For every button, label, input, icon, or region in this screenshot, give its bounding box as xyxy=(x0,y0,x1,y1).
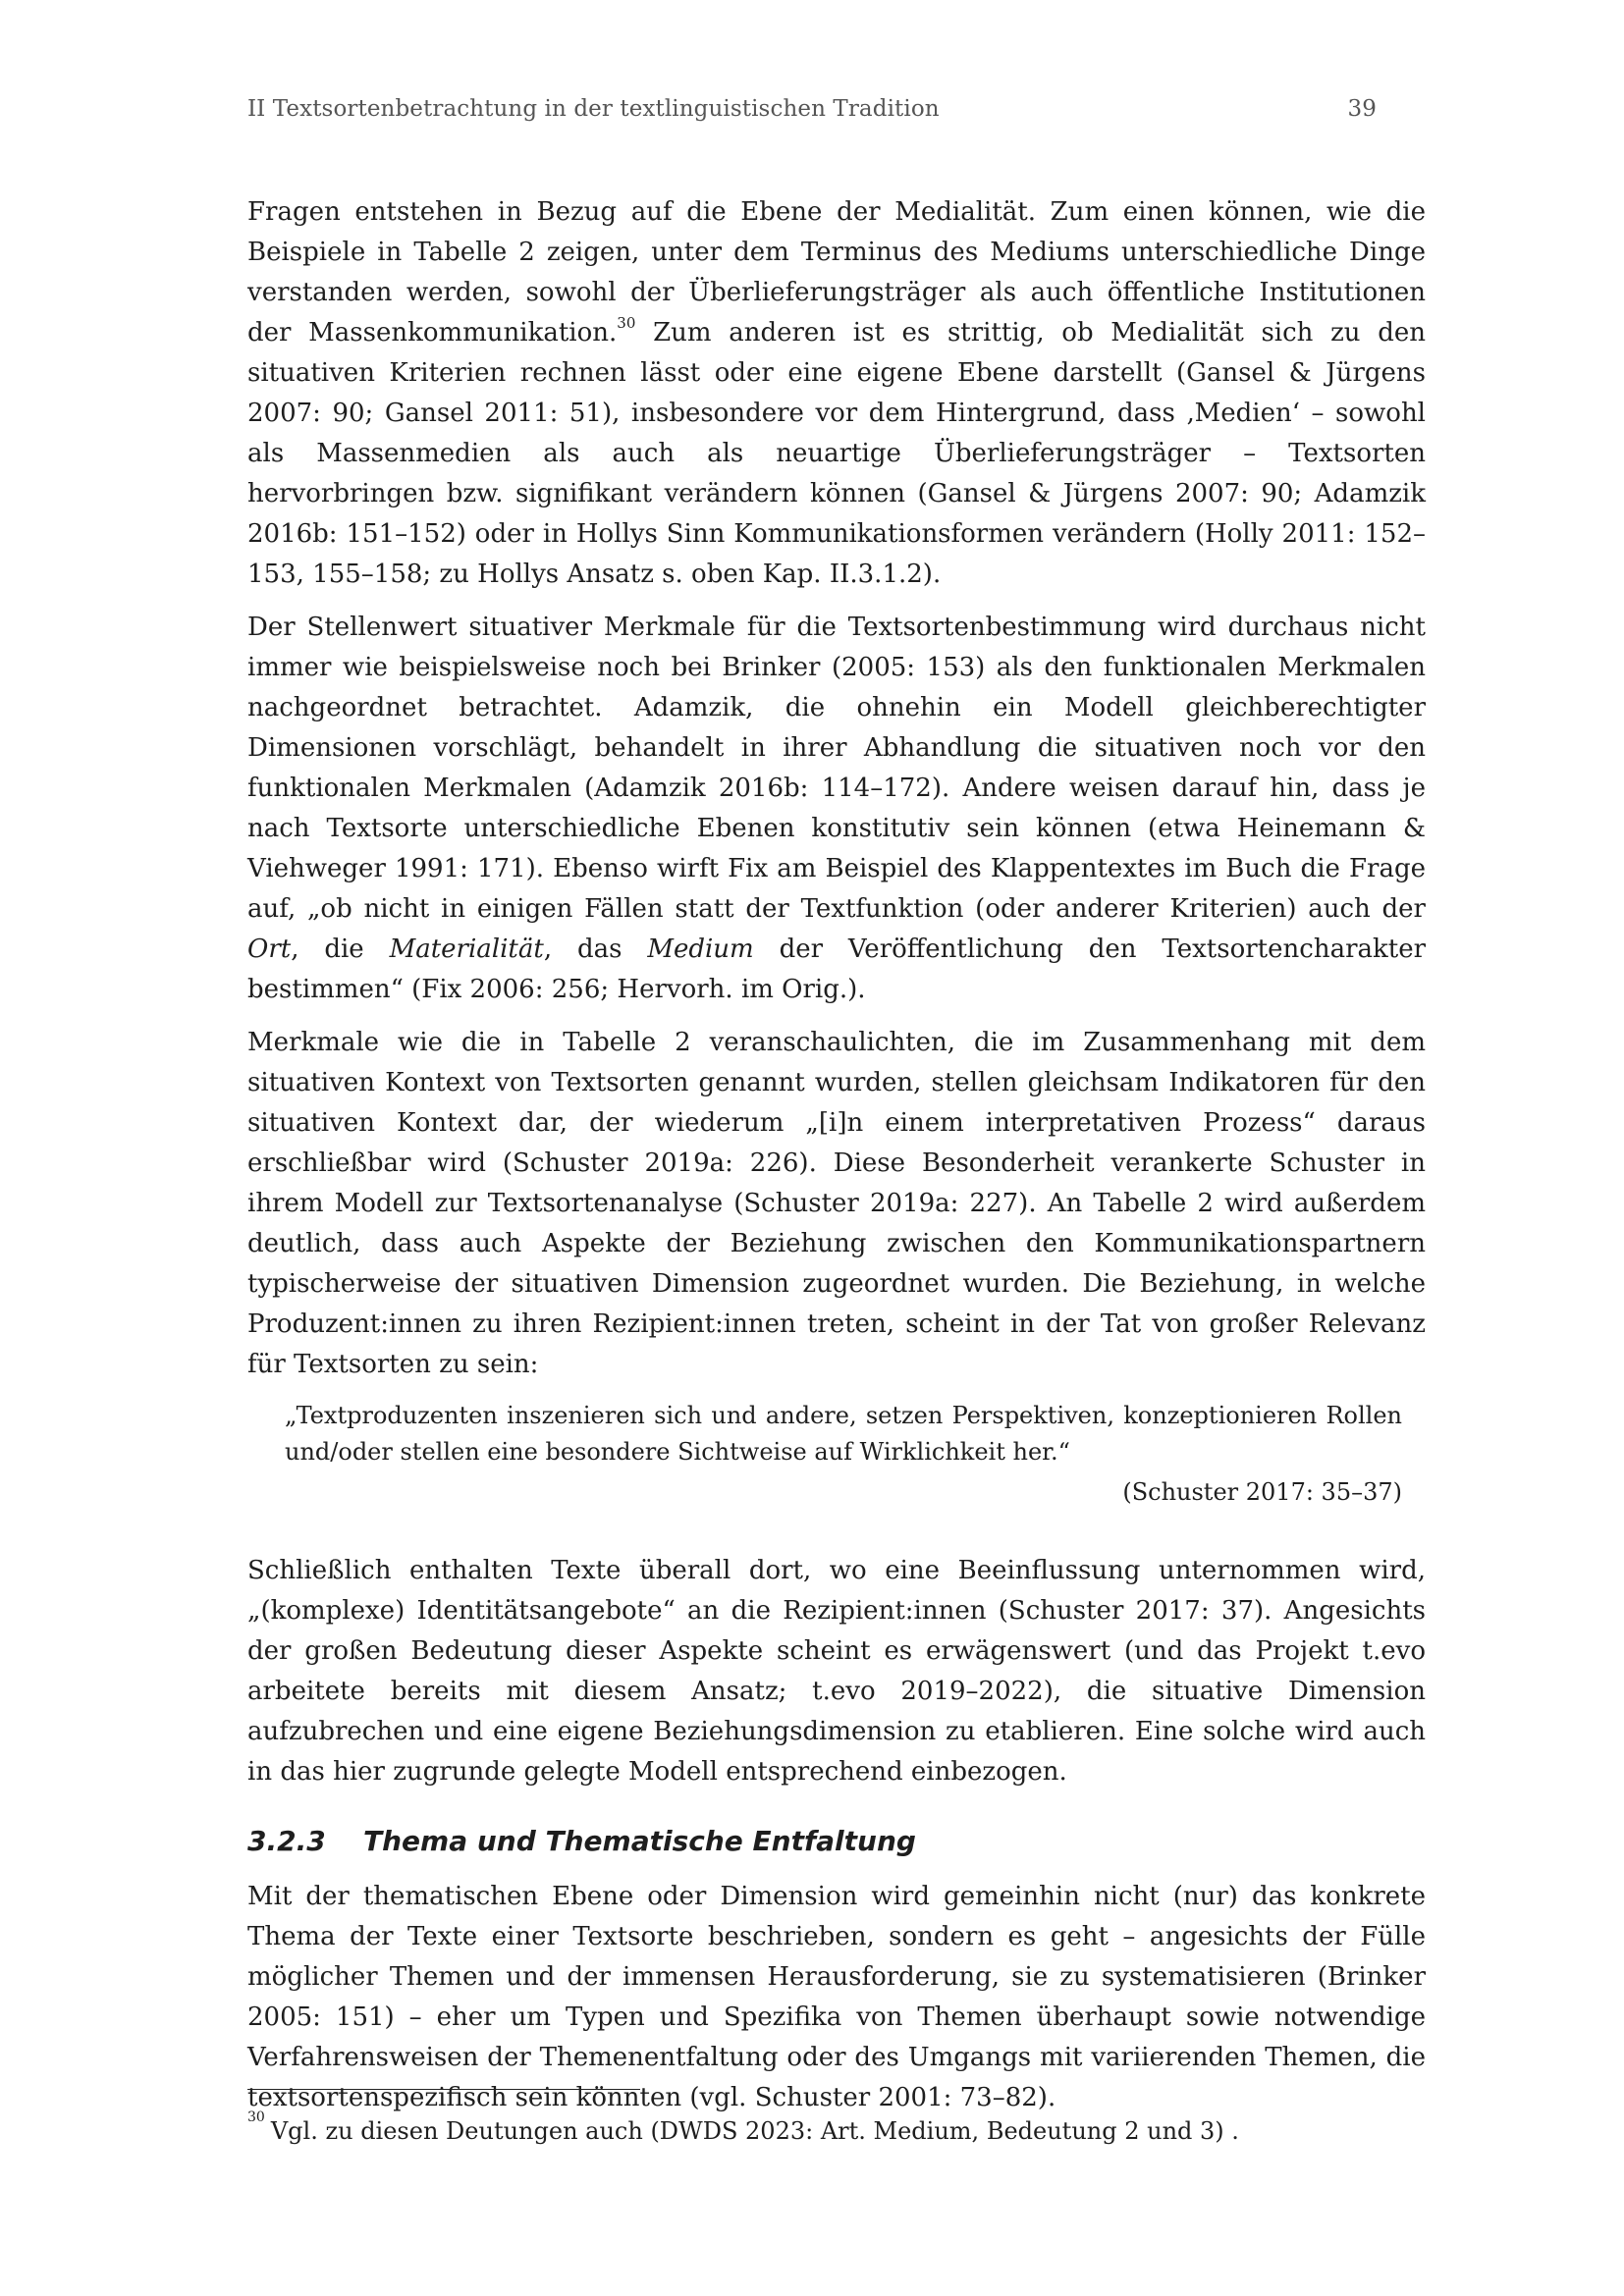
footnote xyxy=(247,2110,1426,2147)
footnote-divider xyxy=(247,2089,640,2090)
footnote-ref[interactable]: 30 xyxy=(617,314,636,332)
running-title: II Textsortenbetrachtung in der textlinguistischen Tradition xyxy=(247,96,940,122)
section-heading xyxy=(247,1822,1426,1861)
paragraph-1: Fragen entstehen in Bezug auf die Ebene der Medialität. Zum einen können, wie die Beispiele in Tabelle 2 zeigen, unter dem Terminus des Mediums unterschiedliche Dinge verstanden werden, sowohl der Überlieferungsträger als auch öffentliche Institutionen der Massenkommunikation.$^{30}$ Zum anderen ist es strittig, ob Medialität sich zu den situativen Kriterien rechnen lässt oder eine eigene Ebene darstellt (Gansel & Jürgens 2007: 90; Gansel 2011: 51), insbesondere vor dem Hintergrund, dass ‚Medien‘ – sowohl als Massenmedien als auch als neuartige Überlieferungsträger – Textsorten hervorbringen bzw. signifikant verändern können (Gansel & Jürgens 2007: 90; Adamzik 2016b: 151–152) oder in Hollys Sinn Kommunikationsformen verändern (Holly 2011: 152–153, 155–158; zu Hollys Ansatz s. oben Kap. II.3.1.2). xyxy=(247,197,1426,589)
quote-citation: (Schuster 2017: 35–37) xyxy=(1122,1478,1402,1506)
section-number: 3.2.3 xyxy=(247,1825,326,1857)
paragraph-2: Der Stellenwert situativer Merkmale für die Textsortenbestimmung wird durchaus nicht immer wie beispielsweise noch bei Brinker (2005: 153) als den funktionalen Merkmalen nachgeordnet betrachtet. Adamzik, die ohnehin ein Modell gleichberechtigter Dimensionen vorschlägt, behandelt in ihrer Abhandlung die situativen noch vor den funktionalen Merkmalen (Adamzik 2016b: 114–172). Andere weisen darauf hin, dass je nach Textsorte unterschiedliche Ebenen konstitutiv sein können (etwa Heinemann & Viehweger 1991: 171). Ebenso wirft Fix am Beispiel des Klappentextes im Buch die Frage auf, „ob nicht in einigen Fällen statt der Textfunktion (oder anderer Kriterien) auch der Ort, die Materialität, das Medium der Veröffentlichung den Textsortencharakter bestimmen“ (Fix 2006: 256; Hervorh. im Orig.). xyxy=(247,613,1427,1004)
running-head xyxy=(247,96,1377,122)
footnote-number: 30 xyxy=(247,2109,265,2125)
paragraph-3: Merkmale wie die in Tabelle 2 veranschaulichten, die im Zusammenhang mit dem situativen Kontext von Textsorten genannt wurden, stellen gleichsam Indikatoren für den situativen Kontext dar, der wiederum „[i]n einem interpretativen Prozess“ daraus erschließbar wird (Schuster 2019a: 226). Diese Besonderheit verankerte Schuster in ihrem Modell zur Textsortenanalyse (Schuster 2019a: 227). An Tabelle 2 wird außerdem deutlich, dass auch Aspekte der Beziehung zwischen den Kommunikationspartnern typischerweise der situativen Dimension zugeordnet wurden. Die Beziehung, in welche Produzent:innen zu ihren Rezipient:innen treten, scheint in der Tat von großer Relevanz für Textsorten zu sein: xyxy=(247,1028,1426,1379)
block-quote: „Textproduzenten inszenieren sich und andere, setzen Perspektiven, konzeptionieren Rollen und/oder stellen eine besondere Sichtweise auf Wirklichkeit her.“ xyxy=(285,1402,1402,1466)
paragraph-4: Schließlich enthalten Texte überall dort, wo eine Beeinflussung unternommen wird, „(komplexe) Identitätsangebote“ an die Rezipient:innen (Schuster 2017: 37). Angesichts der großen Bedeutung dieser Aspekte scheint es erwägenswert (und das Projekt t.evo arbeitete bereits mit diesem Ansatz; t.evo 2019–2022), die situative Dimension aufzubrechen und eine eigene Beziehungsdimension zu etablieren. Eine solche wird auch in das hier zugrunde gelegte Modell entsprechend einbezogen. xyxy=(247,1556,1426,1787)
section-title: Thema und Thematische Entfaltung xyxy=(363,1825,916,1857)
body-text xyxy=(247,192,1426,2131)
footnote-text: Vgl. zu diesen Deutungen auch (DWDS 2023: Art. Medium, Bedeutung 2 und 3) . xyxy=(270,2117,1239,2145)
paragraph-5: Mit der thematischen Ebene oder Dimension wird gemeinhin nicht (nur) das konkrete Thema der Texte einer Textsorte beschrieben, sondern es geht – angesichts der Fülle möglicher Themen und der immensen Herausforderung, sie zu systematisieren (Brinker 2005: 151) – eher um Typen und Spezifika von Themen überhaupt sowie notwendige Verfahrensweisen der Themenentfaltung oder des Umgangs mit variierenden Themen, die textsortenspezifisch sein könnten (vgl. Schuster 2001: 73–82). xyxy=(247,1882,1426,2112)
page-number: 39 xyxy=(1347,96,1377,122)
